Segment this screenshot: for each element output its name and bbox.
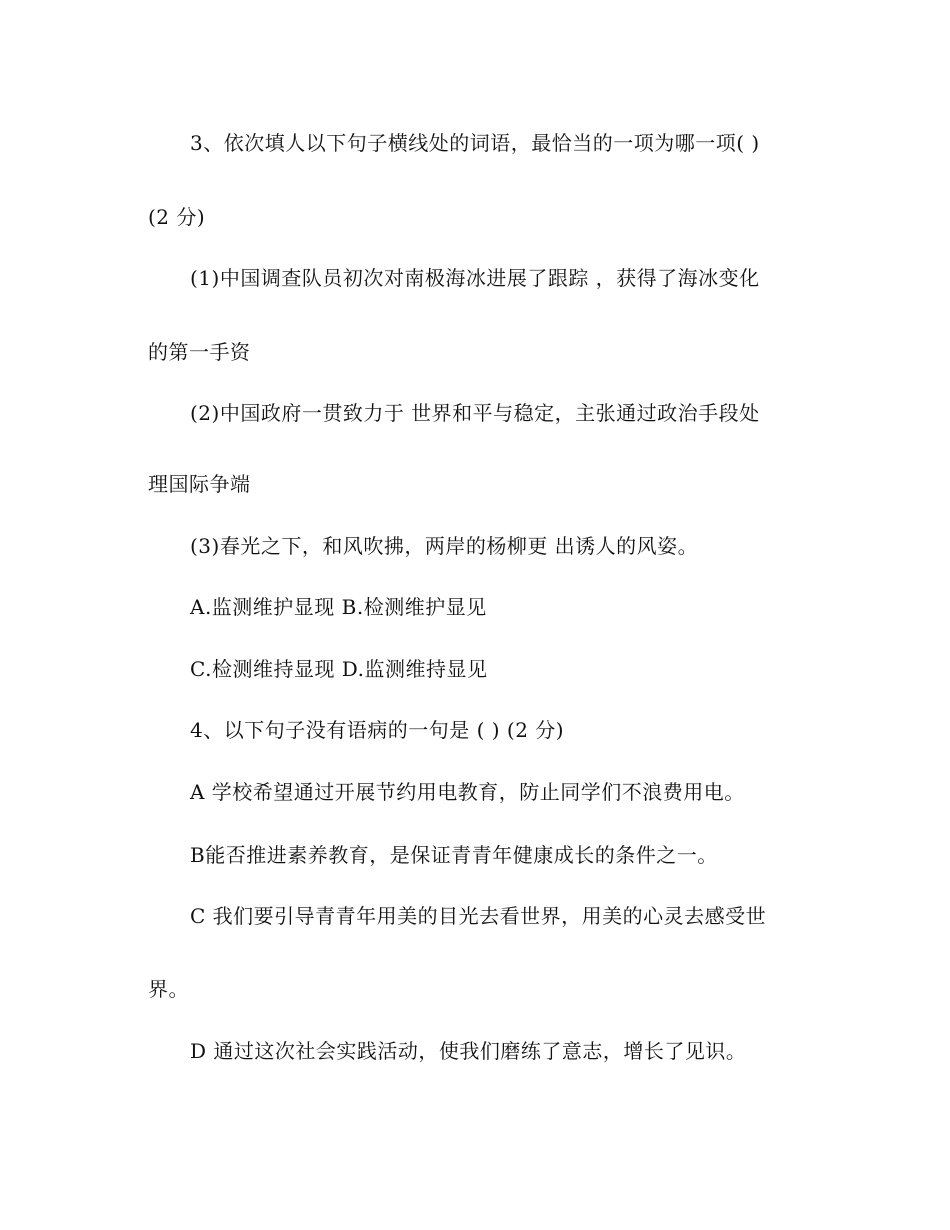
q3-stem-line1: 3、依次填人以下句子横线处的词语，最恰当的一项为哪一项( ) — [190, 131, 760, 155]
q3-sentence2-line2: 理国际争端 — [148, 472, 251, 496]
q3-sentence1-line1: (1)中国调查队员初次对南极海冰进展了跟踪 ，获得了海冰变化 — [190, 266, 760, 290]
q3-sentence2-line1: (2)中国政府一贯致力于 世界和平与稳定，主张通过政治手段处 — [190, 401, 760, 425]
q4-stem: 4、以下句子没有语病的一句是 ( ) (2 分) — [190, 718, 565, 742]
q4-option-c-line1: C 我们要引导青青年用美的目光去看世界，用美的心灵去感受世 — [190, 904, 767, 928]
q3-sentence3: (3)春光之下，和风吹拂，两岸的杨柳更 出诱人的风姿。 — [190, 534, 699, 558]
q4-option-b: B能否推进素养教育，是保证青青年健康成长的条件之一。 — [190, 843, 718, 867]
q3-sentence1-line2: 的第一手资 — [148, 340, 251, 364]
q3-options-ab: A.监测维护显现 B.检测维护显见 — [190, 595, 487, 619]
q3-stem-line2: (2 分) — [148, 205, 206, 229]
q4-option-c-line2: 界。 — [148, 977, 189, 1001]
q3-options-cd: C.检测维持显现 D.监测维持显见 — [190, 657, 488, 681]
q4-option-d: D 通过这次社会实践活动，使我们磨练了意志，增长了见识。 — [190, 1039, 747, 1063]
q4-option-a: A 学校希望通过开展节约用电教育，防止同学们不浪费用电。 — [190, 780, 745, 804]
